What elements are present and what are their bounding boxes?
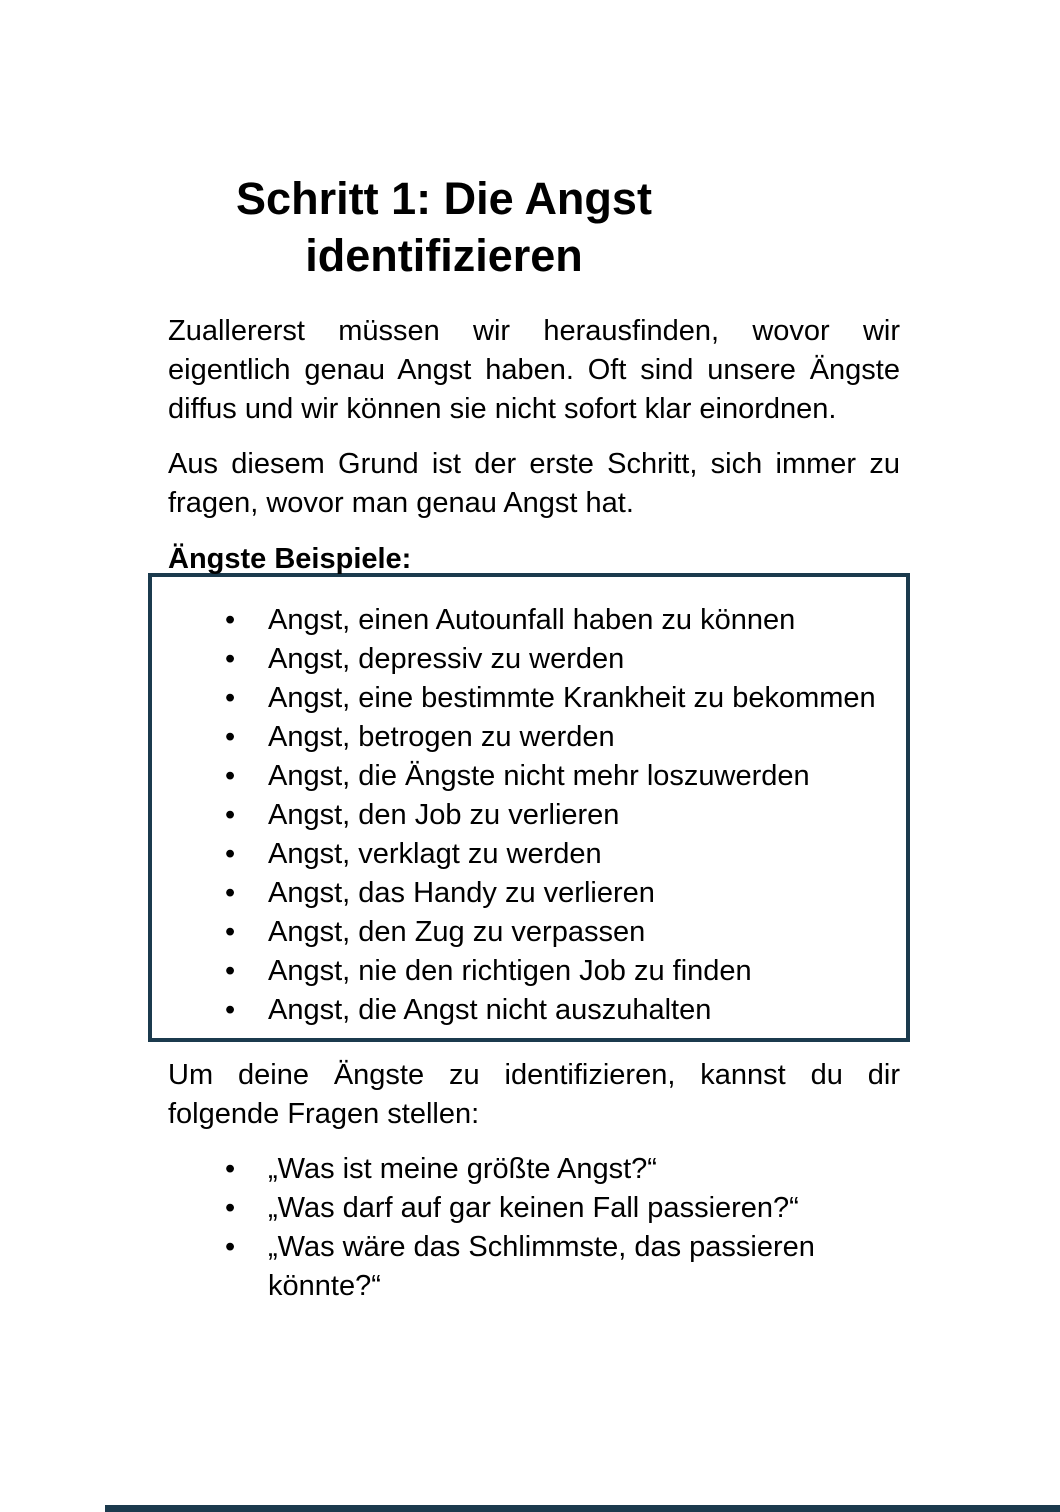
list-item-text: „Was ist meine größte Angst?“: [268, 1153, 657, 1185]
list-item: [152, 991, 890, 1030]
bullet-icon: •: [225, 721, 236, 753]
list-item: [168, 1189, 900, 1228]
list-item-text: „Was darf auf gar keinen Fall passieren?“: [268, 1192, 799, 1224]
list-item: [152, 718, 890, 757]
list-item: [152, 835, 890, 874]
bullet-icon: •: [225, 877, 236, 909]
list-item: [152, 640, 890, 679]
list-item: [152, 952, 890, 991]
bullet-icon: •: [225, 994, 236, 1026]
list-item-text: Angst, die Angst nicht auszuhalten: [268, 994, 712, 1026]
examples-box: [148, 573, 910, 1042]
list-item: [152, 796, 890, 835]
bullet-icon: •: [225, 1192, 236, 1224]
bullet-icon: •: [225, 955, 236, 987]
list-item: [152, 679, 890, 718]
list-item-text: Angst, nie den richtigen Job zu finden: [268, 955, 752, 987]
bullet-icon: •: [225, 799, 236, 831]
list-item-text: Angst, verklagt zu werden: [268, 838, 602, 870]
questions-list: [168, 1150, 900, 1306]
list-item-text: Angst, die Ängste nicht mehr loszuwerden: [268, 760, 810, 792]
bullet-icon: •: [225, 1153, 236, 1185]
list-item: [168, 1150, 900, 1189]
page-bottom-divider: [105, 1505, 1060, 1512]
bullet-icon: •: [225, 604, 236, 636]
questions-intro: Um deine Ängste zu identifizieren, kannst du dir folgende Fragen stellen:: [168, 1059, 900, 1130]
examples-heading: Ängste Beispiele:: [168, 543, 412, 575]
list-item: [152, 874, 890, 913]
list-item-text: Angst, betrogen zu werden: [268, 721, 615, 753]
list-item-text: Angst, eine bestimmte Krankheit zu bekommen: [268, 682, 876, 714]
list-item-text: Angst, das Handy zu verlieren: [268, 877, 655, 909]
list-item-text: Angst, den Zug zu verpassen: [268, 916, 646, 948]
list-item: [168, 1228, 900, 1306]
list-item-text: Angst, den Job zu verlieren: [268, 799, 620, 831]
list-item: [152, 757, 890, 796]
second-paragraph: Aus diesem Grund ist der erste Schritt, sich immer zu fragen, wovor man genau Angst hat.: [168, 448, 900, 519]
page-title-line-1: Schritt 1: Die Angst: [236, 173, 652, 224]
page-title: [168, 170, 720, 284]
page-title-line-2: identifizieren: [305, 230, 583, 281]
bullet-icon: •: [225, 916, 236, 948]
list-item-text: Angst, depressiv zu werden: [268, 643, 625, 675]
bullet-icon: •: [225, 760, 236, 792]
bullet-icon: •: [225, 643, 236, 675]
bullet-icon: •: [225, 1231, 236, 1263]
page-content: [168, 0, 900, 1306]
bullet-icon: •: [225, 682, 236, 714]
intro-paragraph: Zuallererst müssen wir herausfinden, wovor wir eigentlich genau Angst haben. Oft sind unsere Ängste diffus und wir können sie nicht sofort klar einordnen.: [168, 315, 900, 425]
list-item-text: Angst, einen Autounfall haben zu können: [268, 604, 796, 636]
list-item: [152, 913, 890, 952]
bullet-icon: •: [225, 838, 236, 870]
list-item-text: „Was wäre das Schlimmste, das passieren könnte?“: [268, 1231, 815, 1302]
list-item: [152, 601, 890, 640]
